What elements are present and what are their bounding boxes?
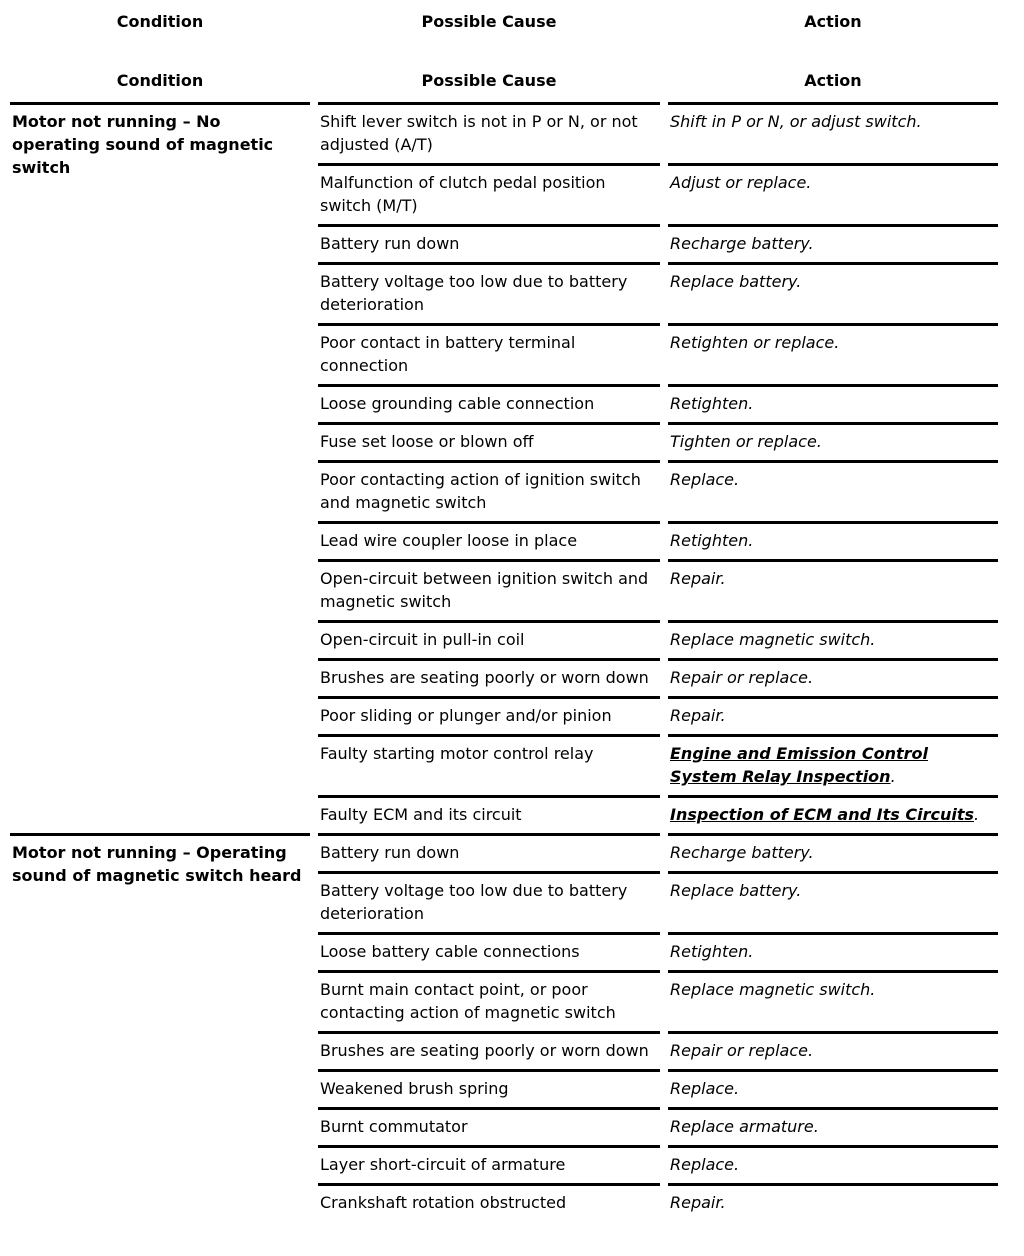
action-cell: Replace.: [668, 1069, 998, 1107]
cause-cell: Lead wire coupler loose in place: [318, 521, 660, 559]
condition-cell: Motor not running – No operating sound of magnetic switch: [10, 102, 310, 833]
table-body: [10, 102, 998, 1221]
header-action: Action: [804, 71, 862, 90]
action-cell: Replace magnetic switch.: [668, 620, 998, 658]
cause-cell: Open-circuit between ignition switch and magnetic switch: [318, 559, 660, 620]
action-link[interactable]: Inspection of ECM and Its Circuits: [670, 805, 974, 824]
cause-cell: Brushes are seating poorly or worn down: [318, 658, 660, 696]
action-cell: Replace battery.: [668, 262, 998, 323]
action-cell: Repair.: [668, 559, 998, 620]
cause-cell: Poor contact in battery terminal connection: [318, 323, 660, 384]
action-cell: Repair or replace.: [668, 658, 998, 696]
action-cell: Inspection of ECM and Its Circuits.: [668, 795, 998, 833]
action-cell: Retighten or replace.: [668, 323, 998, 384]
header-cause: Possible Cause: [421, 71, 557, 90]
action-cell: Retighten.: [668, 521, 998, 559]
cause-cell: Battery voltage too low due to battery deterioration: [318, 262, 660, 323]
table-row: [10, 833, 998, 871]
action-cell: Recharge battery.: [668, 833, 998, 871]
cause-cell: Battery voltage too low due to battery deterioration: [318, 871, 660, 932]
cause-cell: Brushes are seating poorly or worn down: [318, 1031, 660, 1069]
action-cell: Recharge battery.: [668, 224, 998, 262]
action-cell: Repair or replace.: [668, 1031, 998, 1069]
action-cell: Shift in P or N, or adjust switch.: [668, 102, 998, 163]
condition-cell: Motor not running – Operating sound of magnetic switch heard: [10, 833, 310, 1221]
header-action-top: Action: [804, 12, 862, 31]
cause-cell: Layer short-circuit of armature: [318, 1145, 660, 1183]
action-cell: Tighten or replace.: [668, 422, 998, 460]
cause-cell: Burnt commutator: [318, 1107, 660, 1145]
action-cell: Engine and Emission Control System Relay Inspection.: [668, 734, 998, 795]
cause-cell: Loose battery cable connections: [318, 932, 660, 970]
action-cell: Replace.: [668, 460, 998, 521]
header-condition: Condition: [116, 71, 204, 90]
header-condition-top: Condition: [116, 12, 204, 31]
table-header: [10, 2, 998, 102]
action-cell: Retighten.: [668, 384, 998, 422]
action-cell: Repair.: [668, 696, 998, 734]
cause-cell: Open-circuit in pull-in coil: [318, 620, 660, 658]
cause-cell: Faulty starting motor control relay: [318, 734, 660, 795]
cause-cell: Poor contacting action of ignition switch and magnetic switch: [318, 460, 660, 521]
cause-cell: Malfunction of clutch pedal position switch (M/T): [318, 163, 660, 224]
cause-cell: Loose grounding cable connection: [318, 384, 660, 422]
cause-cell: Battery run down: [318, 224, 660, 262]
action-cell: Repair.: [668, 1183, 998, 1221]
cause-cell: Poor sliding or plunger and/or pinion: [318, 696, 660, 734]
cause-cell: Fuse set loose or blown off: [318, 422, 660, 460]
action-cell: Adjust or replace.: [668, 163, 998, 224]
cause-cell: Faulty ECM and its circuit: [318, 795, 660, 833]
header-cause-top: Possible Cause: [421, 12, 557, 31]
action-cell: Retighten.: [668, 932, 998, 970]
cause-cell: Crankshaft rotation obstructed: [318, 1183, 660, 1221]
action-link[interactable]: Engine and Emission Control System Relay Inspection: [670, 744, 928, 786]
action-cell: Replace magnetic switch.: [668, 970, 998, 1031]
cause-cell: Shift lever switch is not in P or N, or not adjusted (A/T): [318, 102, 660, 163]
cause-cell: Battery run down: [318, 833, 660, 871]
action-cell: Replace.: [668, 1145, 998, 1183]
action-cell: Replace battery.: [668, 871, 998, 932]
table-row: [10, 102, 998, 163]
header-row-top: [10, 2, 998, 71]
action-cell: Replace armature.: [668, 1107, 998, 1145]
cause-cell: Weakened brush spring: [318, 1069, 660, 1107]
troubleshooting-table: [2, 2, 1006, 1221]
header-row-main: [10, 71, 998, 102]
cause-cell: Burnt main contact point, or poor contacting action of magnetic switch: [318, 970, 660, 1031]
